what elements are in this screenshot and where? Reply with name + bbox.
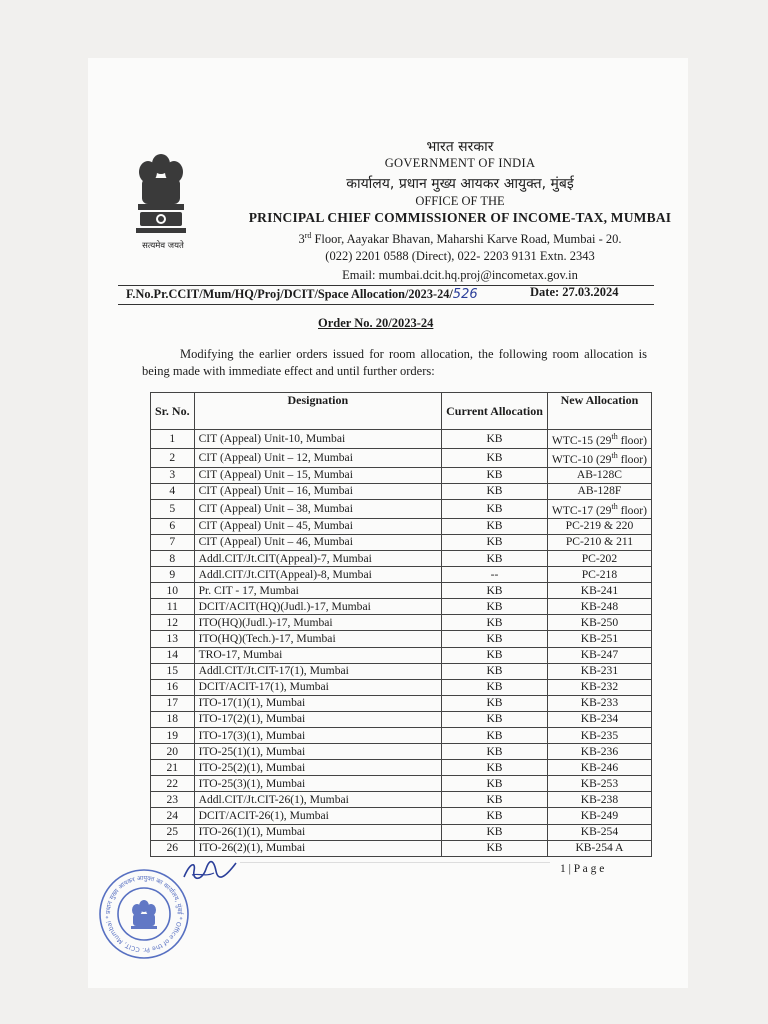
header-designation: Designation	[194, 393, 442, 430]
cell-designation: CIT (Appeal) Unit – 12, Mumbai	[194, 448, 442, 467]
cell-designation: Addl.CIT/Jt.CIT-17(1), Mumbai	[194, 663, 442, 679]
cell-current-allocation: KB	[442, 695, 548, 711]
table-row	[151, 711, 652, 727]
cell-current-allocation: KB	[442, 711, 548, 727]
address-floor-suffix: rd	[304, 231, 312, 240]
cell-sr-no: 25	[151, 824, 195, 840]
cell-sr-no: 4	[151, 483, 195, 499]
table-row	[151, 776, 652, 792]
cell-sr-no: 22	[151, 776, 195, 792]
cell-sr-no: 15	[151, 663, 195, 679]
cell-sr-no: 1	[151, 430, 195, 449]
table-row	[151, 615, 652, 631]
cell-current-allocation: KB	[442, 467, 548, 483]
cell-new-allocation: AB-128F	[547, 483, 651, 499]
cell-designation: DCIT/ACIT-26(1), Mumbai	[194, 808, 442, 824]
cell-new-allocation: PC-218	[547, 567, 651, 583]
cell-sr-no: 11	[151, 599, 195, 615]
cell-new-allocation: PC-219 & 220	[547, 518, 651, 534]
cell-sr-no: 18	[151, 711, 195, 727]
cell-designation: CIT (Appeal) Unit – 15, Mumbai	[194, 467, 442, 483]
cell-new-allocation: KB-246	[547, 760, 651, 776]
cell-new-allocation: KB-234	[547, 711, 651, 727]
header-rule-bottom	[118, 304, 654, 305]
cell-new-allocation: KB-249	[547, 808, 651, 824]
cell-current-allocation: KB	[442, 808, 548, 824]
cell-current-allocation: KB	[442, 631, 548, 647]
cell-current-allocation: KB	[442, 824, 548, 840]
intro-paragraph: Modifying the earlier orders issued for room allocation, the following room allocation is being made with immediate effect and until further orders:	[142, 347, 647, 378]
cell-sr-no: 21	[151, 760, 195, 776]
cell-sr-no: 19	[151, 727, 195, 743]
address-floor-number: 3	[298, 232, 305, 247]
cell-sr-no: 7	[151, 534, 195, 550]
table-header-row	[151, 393, 652, 430]
table-row	[151, 695, 652, 711]
cell-designation: ITO-26(2)(1), Mumbai	[194, 840, 442, 856]
cell-sr-no: 10	[151, 583, 195, 599]
table-row	[151, 483, 652, 499]
header-hindi-govt: भारत सरकार	[426, 139, 494, 155]
cell-designation: Pr. CIT - 17, Mumbai	[194, 583, 442, 599]
cell-current-allocation: KB	[442, 499, 548, 518]
cell-new-allocation: KB-232	[547, 679, 651, 695]
cell-designation: ITO-26(1)(1), Mumbai	[194, 824, 442, 840]
file-number: F.No.Pr.CCIT/Mum/HQ/Proj/DCIT/Space Allocation/2023-24/	[126, 287, 453, 301]
header-current-allocation: Current Allocation	[442, 393, 548, 430]
cell-sr-no: 9	[151, 567, 195, 583]
order-title: Order No. 20/2023-24	[318, 316, 434, 330]
table-row	[151, 840, 652, 856]
allocation-table	[150, 392, 652, 857]
table-row	[151, 430, 652, 449]
cell-new-allocation: KB-251	[547, 631, 651, 647]
cell-current-allocation: --	[442, 567, 548, 583]
table-row	[151, 824, 652, 840]
cell-current-allocation: KB	[442, 483, 548, 499]
cell-sr-no: 13	[151, 631, 195, 647]
cell-new-allocation: KB-235	[547, 727, 651, 743]
table-row	[151, 647, 652, 663]
table-row	[151, 631, 652, 647]
cell-new-allocation: WTC-15 (29th floor)	[547, 430, 651, 449]
cell-designation: ITO-25(3)(1), Mumbai	[194, 776, 442, 792]
cell-sr-no: 8	[151, 550, 195, 566]
cell-sr-no: 5	[151, 499, 195, 518]
footer-rule	[240, 862, 550, 863]
cell-current-allocation: KB	[442, 599, 548, 615]
table-row	[151, 583, 652, 599]
cell-new-allocation: KB-248	[547, 599, 651, 615]
cell-current-allocation: KB	[442, 615, 548, 631]
table-row	[151, 550, 652, 566]
stamp-ring-text: प्रधान मुख्य आयकर आयुक्त का कार्यालय, मुंबई * Office of the Pr. CCIT, Mumbai *	[104, 874, 184, 954]
cell-new-allocation: KB-238	[547, 792, 651, 808]
cell-current-allocation: KB	[442, 760, 548, 776]
cell-new-allocation: KB-247	[547, 647, 651, 663]
cell-designation: ITO(HQ)(Judl.)-17, Mumbai	[194, 615, 442, 631]
cell-current-allocation: KB	[442, 534, 548, 550]
table-row	[151, 727, 652, 743]
table-row	[151, 679, 652, 695]
cell-designation: TRO-17, Mumbai	[194, 647, 442, 663]
cell-sr-no: 3	[151, 467, 195, 483]
cell-current-allocation: KB	[442, 792, 548, 808]
cell-new-allocation: KB-236	[547, 744, 651, 760]
cell-designation: ITO-17(1)(1), Mumbai	[194, 695, 442, 711]
cell-current-allocation: KB	[442, 647, 548, 663]
cell-designation: ITO-17(3)(1), Mumbai	[194, 727, 442, 743]
cell-current-allocation: KB	[442, 663, 548, 679]
cell-designation: Addl.CIT/Jt.CIT(Appeal)-8, Mumbai	[194, 567, 442, 583]
cell-designation: CIT (Appeal) Unit – 45, Mumbai	[194, 518, 442, 534]
table-row	[151, 663, 652, 679]
cell-sr-no: 6	[151, 518, 195, 534]
table-row	[151, 808, 652, 824]
cell-current-allocation: KB	[442, 679, 548, 695]
header-sr-no: Sr. No.	[151, 393, 195, 430]
cell-designation: Addl.CIT/Jt.CIT(Appeal)-7, Mumbai	[194, 550, 442, 566]
cell-current-allocation: KB	[442, 518, 548, 534]
cell-new-allocation: PC-210 & 211	[547, 534, 651, 550]
table-row	[151, 744, 652, 760]
cell-new-allocation: PC-202	[547, 550, 651, 566]
header-office-of: OFFICE OF THE	[415, 194, 505, 208]
header-address	[200, 231, 720, 247]
header-new-allocation: New Allocation	[547, 393, 651, 430]
emblem-motto: सत्यमेव जयते	[142, 241, 184, 251]
header-govt: GOVERNMENT OF INDIA	[384, 156, 536, 170]
table-row	[151, 567, 652, 583]
cell-designation: ITO-25(1)(1), Mumbai	[194, 744, 442, 760]
cell-sr-no: 26	[151, 840, 195, 856]
cell-current-allocation: KB	[442, 430, 548, 449]
cell-new-allocation: KB-241	[547, 583, 651, 599]
cell-sr-no: 16	[151, 679, 195, 695]
cell-sr-no: 17	[151, 695, 195, 711]
cell-sr-no: 24	[151, 808, 195, 824]
cell-designation: CIT (Appeal) Unit – 38, Mumbai	[194, 499, 442, 518]
handwritten-number: 526	[452, 287, 478, 302]
cell-sr-no: 20	[151, 744, 195, 760]
cell-current-allocation: KB	[442, 550, 548, 566]
cell-sr-no: 23	[151, 792, 195, 808]
table-row	[151, 599, 652, 615]
cell-new-allocation: WTC-17 (29th floor)	[547, 499, 651, 518]
table-row	[151, 448, 652, 467]
table-row	[151, 760, 652, 776]
cell-designation: ITO(HQ)(Tech.)-17, Mumbai	[194, 631, 442, 647]
cell-designation: DCIT/ACIT(HQ)(Judl.)-17, Mumbai	[194, 599, 442, 615]
cell-new-allocation: KB-254	[547, 824, 651, 840]
cell-current-allocation: KB	[442, 840, 548, 856]
table-row	[151, 518, 652, 534]
cell-sr-no: 12	[151, 615, 195, 631]
address-text: Floor, Aayakar Bhavan, Maharshi Karve Road, Mumbai - 20.	[311, 232, 622, 247]
header-hindi-office: कार्यालय, प्रधान मुख्य आयकर आयुक्त, मुंबई	[346, 176, 574, 192]
cell-new-allocation: KB-253	[547, 776, 651, 792]
header-phone: (022) 2201 0588 (Direct), 022- 2203 9131 Extn. 2343	[325, 249, 595, 263]
cell-designation: Addl.CIT/Jt.CIT-26(1), Mumbai	[194, 792, 442, 808]
table-row	[151, 499, 652, 518]
cell-designation: CIT (Appeal) Unit – 46, Mumbai	[194, 534, 442, 550]
cell-new-allocation: AB-128C	[547, 467, 651, 483]
table-row	[151, 792, 652, 808]
page-number: 1 | P a g e	[560, 863, 605, 875]
svg-text:प्रधान मुख्य आयकर आयुक्त का का	[105, 875, 184, 953]
cell-designation: DCIT/ACIT-17(1), Mumbai	[194, 679, 442, 695]
cell-new-allocation: WTC-10 (29th floor)	[547, 448, 651, 467]
cell-new-allocation: KB-250	[547, 615, 651, 631]
order-date: Date: 27.03.2024	[530, 285, 619, 299]
cell-designation: ITO-17(2)(1), Mumbai	[194, 711, 442, 727]
cell-current-allocation: KB	[442, 744, 548, 760]
table-row	[151, 467, 652, 483]
cell-current-allocation: KB	[442, 583, 548, 599]
cell-sr-no: 14	[151, 647, 195, 663]
cell-new-allocation: KB-231	[547, 663, 651, 679]
cell-designation: CIT (Appeal) Unit – 16, Mumbai	[194, 483, 442, 499]
cell-current-allocation: KB	[442, 727, 548, 743]
cell-sr-no: 2	[151, 448, 195, 467]
cell-current-allocation: KB	[442, 776, 548, 792]
header-commissioner: PRINCIPAL CHIEF COMMISSIONER OF INCOME-TAX, MUMBAI	[248, 210, 672, 225]
header-email: Email: mumbai.dcit.hq.proj@incometax.gov.in	[342, 268, 578, 282]
cell-designation: CIT (Appeal) Unit-10, Mumbai	[194, 430, 442, 449]
cell-new-allocation: KB-233	[547, 695, 651, 711]
office-stamp-icon	[96, 866, 192, 962]
cell-new-allocation: KB-254 A	[547, 840, 651, 856]
table-row	[151, 534, 652, 550]
cell-designation: ITO-25(2)(1), Mumbai	[194, 760, 442, 776]
cell-current-allocation: KB	[442, 448, 548, 467]
